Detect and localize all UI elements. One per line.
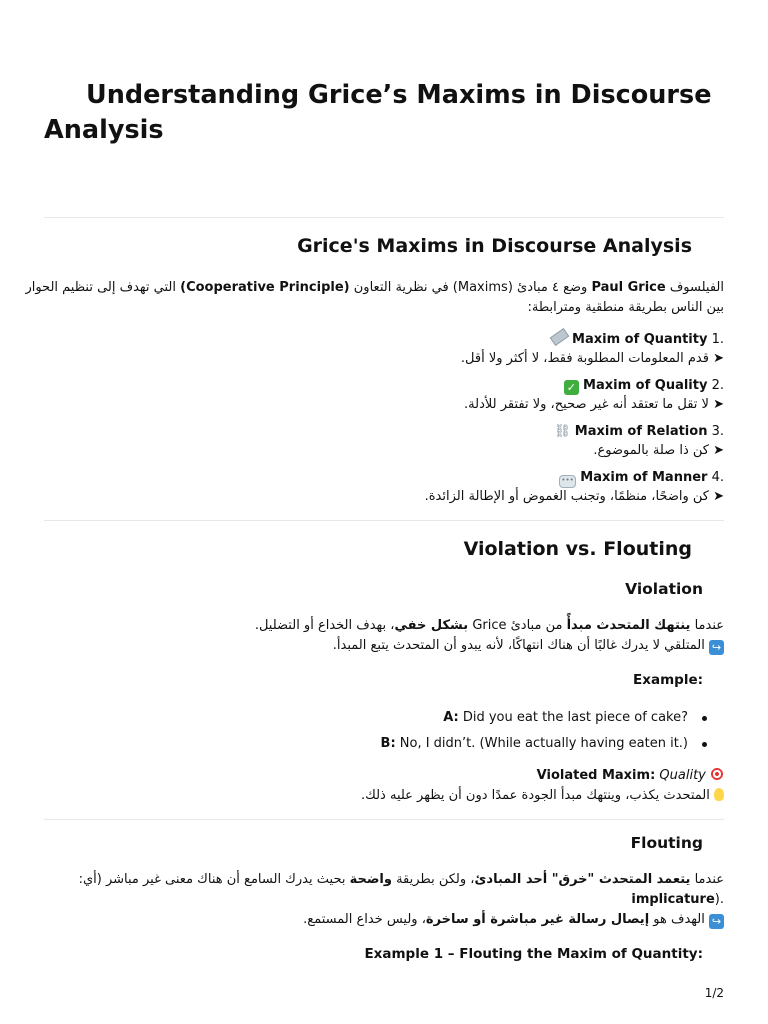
text: No, I didn’t. (While actually having eaten it.)	[395, 736, 688, 751]
intro-text: التي تهدف إلى تنظيم الحوار	[25, 280, 181, 295]
text: ).	[714, 892, 724, 907]
subheading-flouting: Flouting	[630, 834, 703, 852]
link-icon: ⛓	[554, 424, 571, 439]
maxim-item-relation	[554, 422, 724, 442]
speech-bubble-icon: •••	[559, 475, 576, 488]
speaker-label: A:	[443, 710, 459, 725]
check-icon: ✓	[564, 380, 579, 395]
speaker-label: B:	[380, 736, 396, 751]
right-hook-arrow-icon: ↪	[709, 914, 724, 929]
example-label	[633, 672, 703, 688]
text-bold: بشكل خفي	[394, 618, 469, 633]
violation-definition	[255, 616, 724, 636]
maxim-name: Maxim of Quantity	[572, 332, 708, 347]
divider-2	[44, 520, 724, 521]
bullet	[702, 716, 707, 721]
maxim-item-quality	[564, 376, 724, 396]
page-title	[44, 78, 724, 148]
flouting-definition-line-2	[631, 890, 724, 910]
target-icon	[710, 767, 724, 781]
maxim-desc-quality: ➤ لا تقل ما تعتقد أنه غير صحيح، ولا تفتقر للأدلة.	[464, 397, 724, 412]
maxim-desc-relation: ➤ كن ذا صلة بالموضوع.	[593, 443, 724, 458]
intro-text: وضع ٤ مبادئ (Maxims) في نظرية التعاون	[349, 280, 592, 295]
subheading-violation: Violation	[625, 580, 703, 598]
text-bold: Violated Maxim:	[536, 768, 656, 783]
section-heading-violation-flouting: Violation vs. Flouting	[463, 538, 692, 560]
violated-maxim-value: Quality	[659, 768, 706, 783]
lightbulb-icon	[714, 788, 724, 801]
bullet	[702, 742, 707, 747]
example1-label: Example 1 – Flouting the Maxim of Quantity:	[364, 946, 703, 962]
flouting-definition-line-1	[79, 870, 724, 890]
violated-maxim-line	[537, 766, 724, 786]
violation-note	[333, 636, 724, 656]
text-bold: ينتهك المتحدث مبدأً	[566, 618, 691, 633]
maxim-number: 2.	[711, 378, 724, 393]
intro-text: الفيلسوف	[665, 280, 724, 295]
text: عندما	[690, 872, 724, 887]
title-line-1: Understanding Grice’s Maxims in Discourse	[86, 80, 712, 110]
title-line-2: Analysis	[44, 115, 164, 145]
text-bold: إيصال رسالة غير مباشرة أو ساخرة	[425, 912, 650, 927]
intro-line-2: بين الناس بطريقة منطقية ومترابطة:	[527, 300, 724, 315]
text: ، وليس خداع المستمع.	[303, 912, 426, 927]
intro-line-1	[25, 278, 724, 298]
divider-3	[44, 819, 724, 820]
maxim-name: Maxim of Relation	[574, 424, 708, 439]
text: بحيث يدرك السامع أن هناك معنى غير مباشر (أي:	[78, 872, 350, 887]
intro-name: Paul Grice	[591, 280, 666, 295]
text: عندما	[690, 618, 724, 633]
maxim-number: 3.	[711, 424, 724, 439]
maxim-number: 1.	[711, 332, 724, 347]
page-number: 1/2	[704, 986, 724, 1000]
text-bold: واضحة	[349, 872, 392, 887]
text: Did you eat the last piece of cake?	[458, 710, 688, 725]
maxim-desc-manner: ➤ كن واضحًا، منظمًا، وتجنب الغموض أو الإطالة الزائدة.	[424, 489, 724, 504]
text: المتلقي لا يدرك غالبًا أن هناك انتهاكًا، لأنه يبدو أن المتحدث يتبع المبدأ.	[332, 638, 705, 653]
intro-term: (Cooperative Principle)	[180, 280, 350, 295]
maxim-number: 4.	[711, 470, 724, 485]
text: ، ولكن بطريقة	[391, 872, 475, 887]
text: المتحدث يكذب، وينتهك مبدأ الجودة عمدًا دون أن يظهر عليه ذلك.	[361, 788, 710, 803]
text: Example:	[633, 672, 703, 688]
section-heading-maxims: Grice's Maxims in Discourse Analysis	[297, 235, 692, 257]
text: الهدف هو	[649, 912, 705, 927]
maxim-desc-quantity: ➤ قدم المعلومات المطلوبة فقط، لا أكثر ولا أقل.	[460, 351, 724, 366]
right-hook-arrow-icon: ↪	[709, 640, 724, 655]
divider-1	[44, 217, 724, 218]
flouting-goal	[303, 910, 724, 930]
maxim-name: Maxim of Manner	[580, 470, 708, 485]
ruler-icon	[550, 328, 570, 346]
maxim-name: Maxim of Quality	[583, 378, 708, 393]
example-line-a	[443, 708, 688, 728]
text: ، بهدف الخداع أو التضليل.	[254, 618, 395, 633]
example-line-b	[381, 734, 688, 754]
maxim-item-quantity	[551, 330, 724, 350]
text: من مبادئ Grice	[468, 618, 567, 633]
violation-explanation	[361, 786, 724, 806]
text-bold: implicature	[631, 892, 715, 907]
maxim-item-manner	[559, 468, 724, 488]
text-bold: يتعمد المتحدث "خرق" أحد المبادئ	[474, 872, 691, 887]
